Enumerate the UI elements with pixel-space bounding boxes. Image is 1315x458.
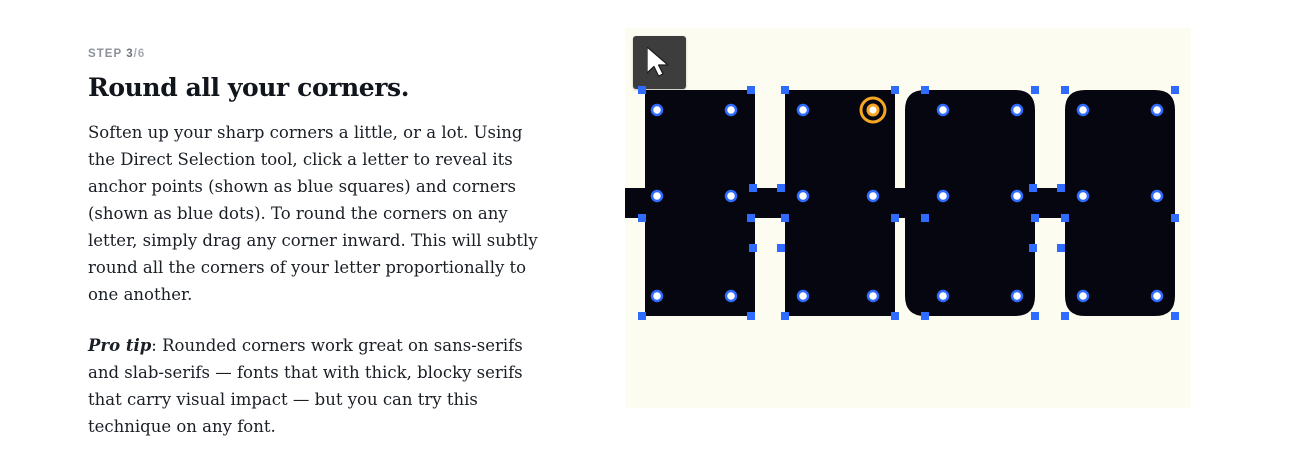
illustration-canvas [625,28,1191,408]
letter-glyph-1[interactable] [625,90,895,316]
letter-glyph-2[interactable] [875,90,1175,316]
pro-tip-label: Pro tip [88,335,152,355]
page-title: Round all your corners. [88,73,410,102]
pro-tip-text: : Rounded corners work great on sans-serifs and slab-serifs — fonts that with thick, blocky serifs that carry visual impact — but you can try this technique on any font. [88,335,523,436]
step-prefix: STEP [88,48,122,60]
lesson-text-column [88,48,558,440]
step-current: 3 [126,48,134,60]
pro-tip-paragraph [88,332,548,440]
step-indicator [88,48,558,60]
letterforms-artwork [625,28,1191,408]
lesson-paragraph: Soften up your sharp corners a little, or a lot. Using the Direct Selection tool, click a letter to reveal its anchor points (shown as blue squares) and corners (shown as blue dots). To round the corners on any letter, simply drag any corner inward. This will subtly round all the corners of your letter proportionally to one another. [88,122,538,304]
letterforms-svg[interactable] [625,28,1191,408]
step-separator: / [133,48,138,60]
step-total: 6 [137,48,146,60]
